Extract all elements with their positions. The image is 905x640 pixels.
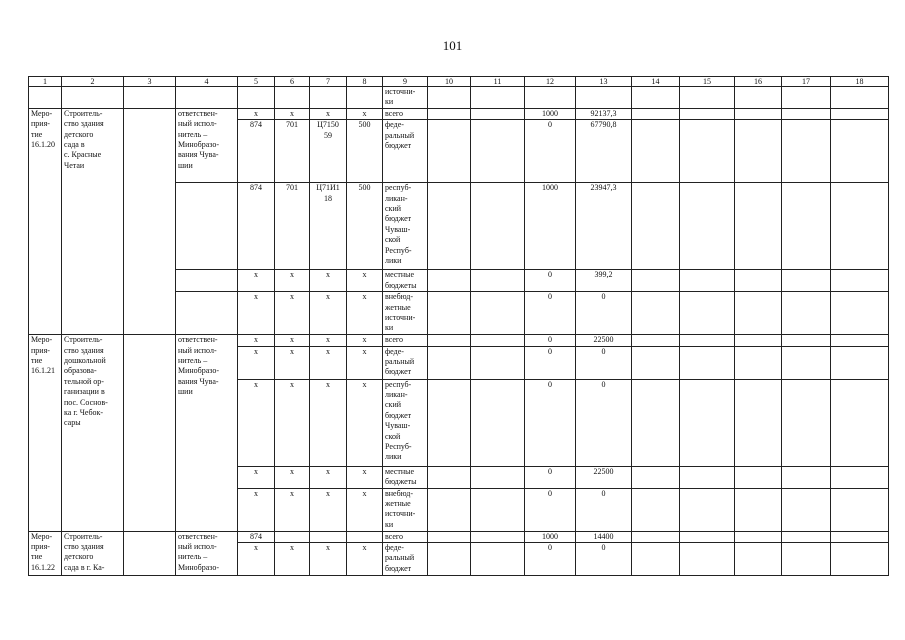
table-cell: 874	[238, 183, 275, 270]
table-cell	[831, 488, 889, 531]
table-cell: x	[310, 543, 347, 576]
table-cell	[680, 531, 735, 542]
column-header: 7	[310, 77, 347, 87]
table-cell: 0	[576, 488, 632, 531]
table-cell: x	[310, 108, 347, 119]
table-cell	[471, 466, 525, 488]
table-cell	[632, 346, 680, 379]
source-cell: феде- ральный бюджет	[383, 543, 428, 576]
table-cell: x	[310, 292, 347, 335]
executor: ответствен- ный испол- нитель – Минобразо- вания Чува- шии	[176, 108, 238, 182]
table-cell	[632, 531, 680, 542]
table-cell	[632, 292, 680, 335]
table-cell	[680, 543, 735, 576]
table-cell	[471, 335, 525, 346]
table-cell	[735, 346, 782, 379]
table-cell	[831, 346, 889, 379]
table-cell: x	[275, 488, 310, 531]
table-cell	[782, 183, 831, 270]
table-cell	[680, 488, 735, 531]
table-cell	[831, 543, 889, 576]
table-cell: x	[310, 335, 347, 346]
table-cell: x	[347, 379, 383, 466]
table-cell: x	[310, 346, 347, 379]
table-cell: x	[238, 292, 275, 335]
table-cell	[632, 488, 680, 531]
table-cell	[428, 87, 471, 109]
table-cell	[782, 379, 831, 466]
table-cell	[782, 108, 831, 119]
table-cell	[735, 108, 782, 119]
header-row	[29, 77, 889, 87]
table-cell: x	[347, 270, 383, 292]
table-cell: x	[347, 292, 383, 335]
table-cell	[632, 87, 680, 109]
table-cell	[782, 292, 831, 335]
table-cell	[782, 87, 831, 109]
column-header: 13	[576, 77, 632, 87]
table-cell	[680, 292, 735, 335]
table-cell: x	[347, 346, 383, 379]
table-cell: x	[347, 488, 383, 531]
table-cell	[176, 183, 238, 270]
table-cell	[428, 531, 471, 542]
table-cell	[471, 108, 525, 119]
table-cell	[428, 488, 471, 531]
table-cell	[176, 270, 238, 292]
table-cell	[782, 120, 831, 183]
table-cell: 22500	[576, 466, 632, 488]
table-cell	[347, 87, 383, 109]
table-cell: 0	[576, 292, 632, 335]
table-cell	[525, 87, 576, 109]
table-cell	[471, 543, 525, 576]
table-row	[29, 531, 889, 542]
table-cell	[428, 183, 471, 270]
table-cell	[124, 108, 176, 334]
table-cell	[471, 346, 525, 379]
table-cell: 92137,3	[576, 108, 632, 119]
table-cell: 500	[347, 120, 383, 183]
table-cell	[428, 335, 471, 346]
table-cell	[632, 120, 680, 183]
table-cell: 0	[525, 270, 576, 292]
table-cell: 0	[525, 335, 576, 346]
table-cell	[275, 531, 310, 542]
table-cell	[632, 183, 680, 270]
table-cell	[124, 87, 176, 109]
table-cell: x	[275, 346, 310, 379]
table-cell: 1000	[525, 183, 576, 270]
table-cell: x	[310, 466, 347, 488]
table-cell: x	[275, 466, 310, 488]
table-cell	[310, 87, 347, 109]
table-cell	[428, 379, 471, 466]
table-cell	[782, 543, 831, 576]
table-cell	[782, 488, 831, 531]
table-cell: 22500	[576, 335, 632, 346]
table-cell: x	[275, 108, 310, 119]
table-cell	[735, 270, 782, 292]
table-cell: x	[238, 346, 275, 379]
table-cell	[680, 379, 735, 466]
table-cell	[735, 120, 782, 183]
event-id: Меро- прия- тие 16.1.22	[29, 531, 62, 575]
table-cell	[471, 379, 525, 466]
column-header: 6	[275, 77, 310, 87]
table-cell	[680, 335, 735, 346]
table-cell: x	[238, 466, 275, 488]
source-cell: всего	[383, 108, 428, 119]
event-id: Меро- прия- тие 16.1.21	[29, 335, 62, 531]
column-header: 2	[62, 77, 124, 87]
source-cell: местные бюджеты	[383, 466, 428, 488]
table-cell: 701	[275, 120, 310, 183]
table-cell	[831, 335, 889, 346]
table-cell: x	[275, 543, 310, 576]
column-header: 16	[735, 77, 782, 87]
table-row	[29, 87, 889, 109]
table-cell	[275, 87, 310, 109]
table-cell: 0	[525, 292, 576, 335]
table-cell	[782, 346, 831, 379]
column-header: 18	[831, 77, 889, 87]
table-cell: x	[347, 108, 383, 119]
table-cell	[471, 183, 525, 270]
source-cell: феде- ральный бюджет	[383, 120, 428, 183]
table-cell	[176, 87, 238, 109]
table-cell: Ц7150 59	[310, 120, 347, 183]
table-cell: 1000	[525, 531, 576, 542]
source-cell: источни- ки	[383, 87, 428, 109]
column-header: 8	[347, 77, 383, 87]
table-cell	[428, 120, 471, 183]
event-name: Строитель- ство здания детского сада в г. Ка-	[62, 531, 124, 575]
table-cell: 0	[576, 379, 632, 466]
table-cell: x	[275, 270, 310, 292]
table-cell	[632, 379, 680, 466]
table-row	[29, 335, 889, 346]
table-cell	[831, 87, 889, 109]
table-cell: x	[275, 335, 310, 346]
source-cell: внебюд- жетные источни- ки	[383, 488, 428, 531]
table-cell: 0	[525, 346, 576, 379]
table-cell	[632, 108, 680, 119]
source-cell: феде- ральный бюджет	[383, 346, 428, 379]
table-cell: 0	[525, 120, 576, 183]
table-cell	[831, 120, 889, 183]
table-cell	[735, 488, 782, 531]
table-cell: 701	[275, 183, 310, 270]
table-cell: x	[347, 466, 383, 488]
table-cell: 0	[576, 543, 632, 576]
table-cell	[124, 531, 176, 575]
table-cell	[576, 87, 632, 109]
table-cell	[680, 346, 735, 379]
event-name: Строитель- ство здания дошкольной образова- тельной ор- ганизации в пос. Соснов- ка г. Чебок- сары	[62, 335, 124, 531]
table-cell	[831, 466, 889, 488]
table-cell	[632, 466, 680, 488]
table-cell	[310, 531, 347, 542]
column-header: 14	[632, 77, 680, 87]
table-cell: 14400	[576, 531, 632, 542]
table-cell: 23947,3	[576, 183, 632, 270]
table-cell: Ц71И1 18	[310, 183, 347, 270]
table-cell	[831, 108, 889, 119]
table-cell	[471, 87, 525, 109]
table-cell	[428, 270, 471, 292]
table-cell	[471, 120, 525, 183]
table-cell	[782, 531, 831, 542]
table-cell: 67790,8	[576, 120, 632, 183]
table-cell: x	[347, 335, 383, 346]
table-cell	[782, 466, 831, 488]
table-cell	[632, 543, 680, 576]
table-cell	[680, 120, 735, 183]
table-cell: x	[238, 379, 275, 466]
table-cell	[735, 379, 782, 466]
table-cell	[680, 87, 735, 109]
column-header: 10	[428, 77, 471, 87]
executor: ответствен- ный испол- нитель – Минобразо-	[176, 531, 238, 575]
table-cell	[632, 335, 680, 346]
table-cell	[238, 87, 275, 109]
table-cell: x	[310, 488, 347, 531]
table-cell: x	[238, 270, 275, 292]
table-cell	[62, 87, 124, 109]
table-cell: 0	[525, 379, 576, 466]
event-name: Строитель- ство здания детского сада в с. Красные Четаи	[62, 108, 124, 334]
table-cell	[428, 292, 471, 335]
table-cell	[347, 531, 383, 542]
table-cell	[831, 531, 889, 542]
table-cell	[735, 335, 782, 346]
table-cell: x	[310, 270, 347, 292]
column-header: 17	[782, 77, 831, 87]
table-cell: 399,2	[576, 270, 632, 292]
table-cell	[831, 270, 889, 292]
table-cell	[471, 531, 525, 542]
table-cell: 0	[525, 488, 576, 531]
page-number: 101	[442, 38, 463, 53]
source-cell: местные бюджеты	[383, 270, 428, 292]
table-cell	[831, 183, 889, 270]
source-cell: внебюд- жетные источни- ки	[383, 292, 428, 335]
table-cell: 1000	[525, 108, 576, 119]
table-cell: x	[310, 379, 347, 466]
table-cell	[831, 379, 889, 466]
table-cell	[428, 466, 471, 488]
budget-table	[28, 76, 889, 576]
table-cell	[735, 531, 782, 542]
table-cell	[782, 270, 831, 292]
source-cell: всего	[383, 531, 428, 542]
table-cell: 0	[576, 346, 632, 379]
column-header: 1	[29, 77, 62, 87]
table-cell: 0	[525, 466, 576, 488]
table-cell	[471, 270, 525, 292]
column-header: 12	[525, 77, 576, 87]
table-cell	[735, 292, 782, 335]
table-cell	[831, 292, 889, 335]
table-cell	[680, 270, 735, 292]
table-cell: x	[238, 488, 275, 531]
table-cell	[428, 346, 471, 379]
table-cell	[680, 108, 735, 119]
table-cell	[124, 335, 176, 531]
table-row	[29, 108, 889, 119]
table-cell: 874	[238, 120, 275, 183]
table-cell	[632, 270, 680, 292]
table-cell: x	[238, 108, 275, 119]
table-cell: 0	[525, 543, 576, 576]
source-cell: респуб- ликан- ский бюджет Чуваш- ской Респуб- лики	[383, 379, 428, 466]
table-cell: 874	[238, 531, 275, 542]
table-cell	[471, 292, 525, 335]
executor: ответствен- ный испол- нитель – Минобразо- вания Чува- шии	[176, 335, 238, 531]
source-cell: респуб- ликан- ский бюджет Чуваш- ской Респуб- лики	[383, 183, 428, 270]
column-header: 3	[124, 77, 176, 87]
table-cell	[176, 292, 238, 335]
table-cell	[428, 108, 471, 119]
table-cell	[735, 466, 782, 488]
table-cell	[735, 87, 782, 109]
table-cell	[782, 335, 831, 346]
table-cell	[471, 488, 525, 531]
event-id: Меро- прия- тие 16.1.20	[29, 108, 62, 334]
table-cell	[680, 466, 735, 488]
table-cell: x	[238, 543, 275, 576]
column-header: 5	[238, 77, 275, 87]
table-cell	[680, 183, 735, 270]
table-cell: x	[238, 335, 275, 346]
source-cell: всего	[383, 335, 428, 346]
table-cell: 500	[347, 183, 383, 270]
column-header: 9	[383, 77, 428, 87]
table-cell: x	[347, 543, 383, 576]
column-header: 15	[680, 77, 735, 87]
table-cell: x	[275, 292, 310, 335]
table-cell	[428, 543, 471, 576]
table-cell	[735, 183, 782, 270]
table-cell	[735, 543, 782, 576]
column-header: 11	[471, 77, 525, 87]
column-header: 4	[176, 77, 238, 87]
table-cell: x	[275, 379, 310, 466]
table-cell	[29, 87, 62, 109]
